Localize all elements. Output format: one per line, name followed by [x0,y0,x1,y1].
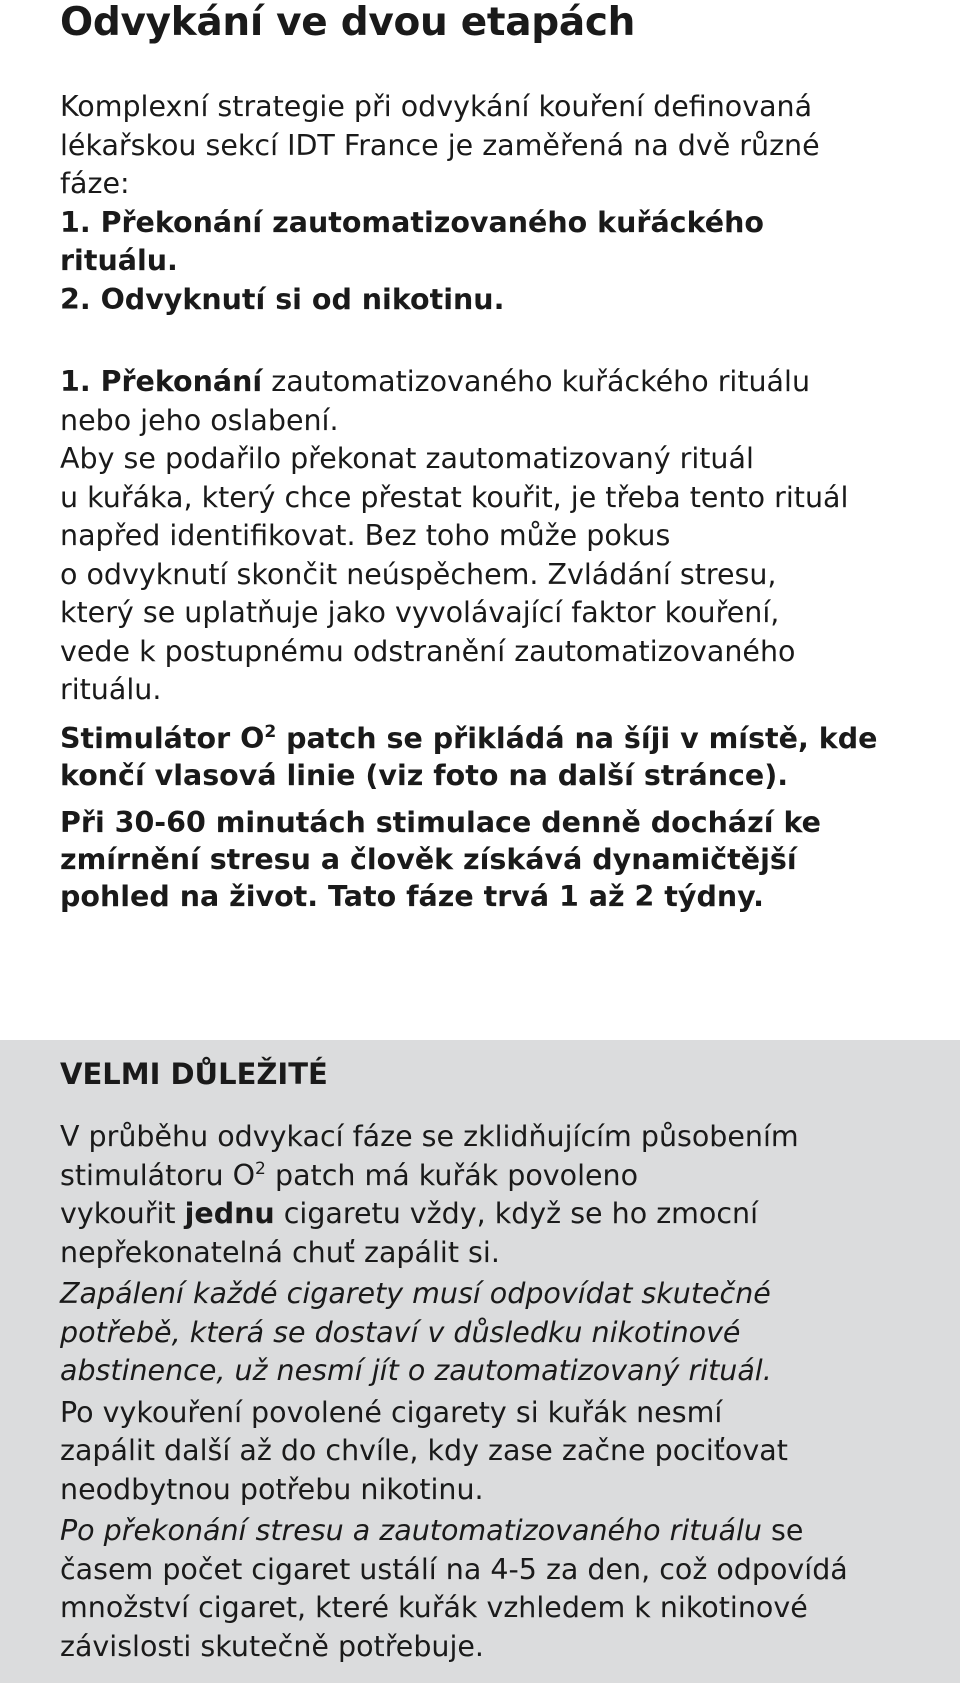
text-line: Po překonání stresu a zautomatizovaného rituálu [60,1514,762,1547]
intro-line: Komplexní strategie při odvykání kouření definovaná [60,90,813,123]
phase-list-item: rituálu. [60,244,178,277]
important-paragraph-2 [60,1275,920,1391]
emphasis-jednu: jednu [184,1197,275,1230]
text-line: závislosti skutečně potřebuje. [60,1629,484,1663]
phase1-line: o odvyknutí skončit neúspěchem. Zvládání stresu, [60,557,777,591]
phase-list-item: 1. Překonání zautomatizovaného kuřáckého [60,205,764,239]
page-title: Odvykání ve dvou etapách [60,0,636,45]
intro-line: fáze: [60,167,130,200]
text-line: zapálit další až do chvíle, kdy zase začne pociťovat [60,1434,788,1467]
text-line: se [761,1514,804,1547]
important-paragraph-3 [60,1394,920,1510]
phase1-line: vede k postupnému odstranění zautomatizovaného [60,634,796,668]
important-body [60,1118,920,1669]
intro-line: lékařskou sekcí IDT France je zaměřená na dvě různé [60,128,820,162]
phase1-line: rituálu. [60,673,162,706]
text-line: patch má kuřák povoleno [265,1158,639,1192]
phase1-line: nebo jeho oslabení. [60,403,339,437]
phase1-line: Aby se podařilo překonat zautomatizovaný rituál [60,442,754,475]
intro-section [60,88,930,915]
phase1-line: napřed identifikovat. Bez toho může pokus [60,519,671,552]
text-line: množství cigaret, které kuřák vzhledem k nikotinové [60,1591,808,1624]
stimulator-text: patch se přikládá na šíji v místě, kde [276,721,878,755]
duration-line: zmírnění stresu a člověk získává dynamičtější [60,842,797,876]
phase1-paragraph [60,363,930,710]
important-box [0,1040,960,1683]
important-paragraph-4 [60,1512,920,1666]
text-line: abstinence, už nesmí jít o zautomatizovaný rituál. [60,1354,772,1387]
text-line: časem počet cigaret ustálí na 4-5 za den, což odpovídá [60,1552,848,1586]
text-line: V průběhu odvykací fáze se zklidňujícím působením [60,1120,799,1153]
duration-line: pohled na život. Tato fáze trvá 1 až 2 týdny. [60,879,764,913]
text-line: neodbytnou potřebu nikotinu. [60,1472,484,1506]
text-line: Po vykouření povolené cigarety si kuřák nesmí [60,1395,723,1429]
important-title: VELMI DŮLEŽITÉ [60,1057,328,1091]
text-line: potřebě, která se dostaví v důsledku nikotinové [60,1315,741,1349]
text-line: Zapálení každé cigarety musí odpovídat skutečné [60,1277,771,1310]
subscript-2: 2 [255,1158,266,1179]
phase1-line: u kuřáka, který chce přestat kouřit, je třeba tento rituál [60,480,849,514]
stimulator-text: končí vlasová linie (viz foto na další stránce). [60,758,789,792]
intro-paragraph [60,88,930,319]
stimulator-paragraph [60,720,930,794]
duration-paragraph [60,804,930,915]
phase-list-item: 2. Odvyknutí si od nikotinu. [60,282,505,316]
stimulator-text: Stimulátor O [60,721,265,755]
subscript-2: 2 [264,721,277,742]
text-line: cigaretu vždy, když se ho zmocní [274,1197,759,1230]
text-line: nepřekonatelná chuť zapálit si. [60,1235,500,1269]
duration-line: Při 30-60 minutách stimulace denně dochází ke [60,805,821,839]
important-paragraph-1 [60,1118,920,1272]
phase1-line: který se uplatňuje jako vyvolávající faktor kouření, [60,596,780,629]
text-line: vykouřit [60,1197,185,1230]
phase1-lead: 1. Překonání [60,365,263,398]
text-line: stimulátoru O [60,1158,256,1192]
phase1-lead-rest: zautomatizovaného kuřáckého rituálu [262,365,811,398]
